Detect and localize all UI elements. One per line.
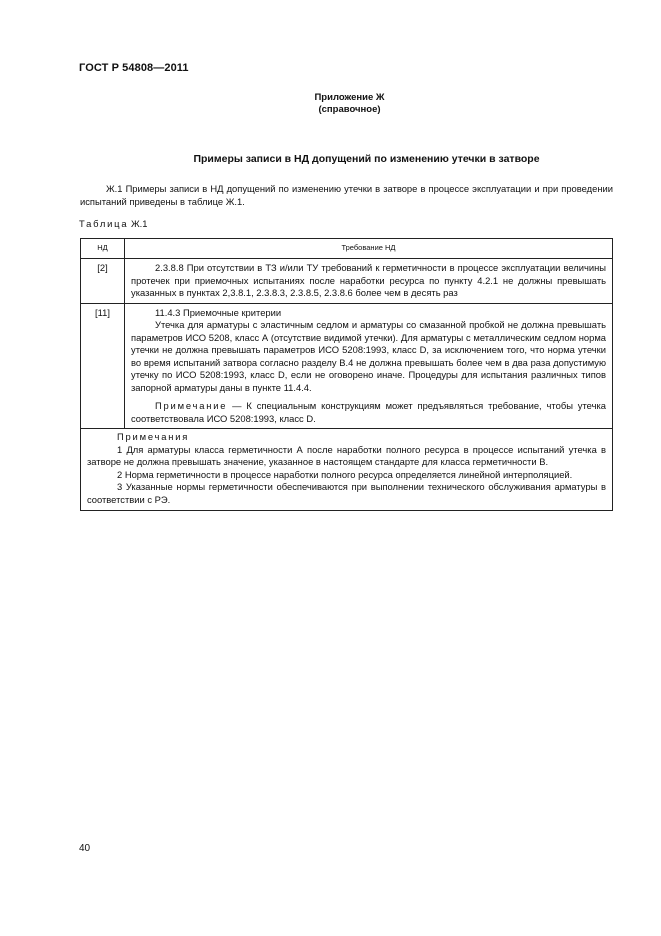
note-text: — К специальным конструкциям может предъявляться требование, чтобы утечка соответствовала ИСО 5208:1993, класс D. <box>131 400 606 424</box>
table-row <box>81 303 613 429</box>
section-title: Примеры записи в НД допущений по изменению утечки в затворе <box>193 153 540 165</box>
page-number: 40 <box>79 843 91 854</box>
appendix-title: Приложение Ж <box>314 92 385 103</box>
table-caption <box>79 218 147 229</box>
row-requirement <box>125 259 613 304</box>
requirement-note <box>131 400 606 425</box>
table-header-row <box>81 239 613 259</box>
row-ref: [2] <box>81 259 125 304</box>
note-item: 1 Для арматуры класса герметичности А после наработки полного ресурса в процессе испытаний утечка в затворе не должна превышать значение, указанное в настоящем стандарте для класса герметичности В. <box>87 443 606 467</box>
document-header: ГОСТ Р 54808—2011 <box>79 62 189 74</box>
table-notes <box>81 429 613 511</box>
row-requirement <box>125 303 613 429</box>
requirement-heading: 11.4.3 Приемочные критерии <box>155 306 282 318</box>
table-caption-number: Ж.1 <box>130 218 148 229</box>
table-caption-word: Таблица <box>79 218 129 229</box>
header-requirement: Требование НД <box>125 239 613 259</box>
header-nd: НД <box>81 239 125 259</box>
requirements-table <box>80 238 613 511</box>
appendix-heading <box>0 92 661 116</box>
notes-row <box>81 429 613 511</box>
note-item: 2 Норма герметичности в процессе наработки полного ресурса определяется линейной интерполяцией. <box>117 468 573 480</box>
requirement-text: 2.3.8.8 При отсутствии в ТЗ и/или ТУ требований к герметичности в процессе эксплуатации величины протечек при приемочных испытаниях после наработки ресурса по пункту 4.2.1 не должны превышать указанных в пунктах 2,3.8.1, 2.3.8.3, 2.3.8.5, 2.3.8.6 более чем в десять раз <box>131 262 606 298</box>
note-label: Примечание <box>155 400 228 411</box>
table-row <box>81 259 613 304</box>
note-item: 3 Указанные нормы герметичности обеспечиваются при выполнении технического обслуживания арматуры в соответствии с РЭ. <box>87 481 606 505</box>
requirement-text: Утечка для арматуры с эластичным седлом и арматуры со смазанной пробкой не должна превышать параметров ИСО 5208, класс А (отсутствие видимой утечки). Для арматуры с металлическим седлом норма утечки не должна превышать параметров ИСО 5208:1993, класс D, за исключением того, что норма утечки во время испытаний затвора согласно разделу В.4 не должна превышать более чем в два раза допустимую утечку по ИСО 5208:1993, класс D, если не оговорено иначе. Процедуры для испытания различных типов запорной арматуры даны в пункте 11.4.4. <box>131 319 606 393</box>
appendix-subtitle: (справочное) <box>318 104 381 115</box>
notes-title: Примечания <box>117 431 190 442</box>
row-ref: [11] <box>81 303 125 429</box>
intro-paragraph: Ж.1 Примеры записи в НД допущений по изменению утечки в затворе в процессе эксплуатации и при проведении испытаний приведены в таблице Ж.1. <box>80 183 613 207</box>
